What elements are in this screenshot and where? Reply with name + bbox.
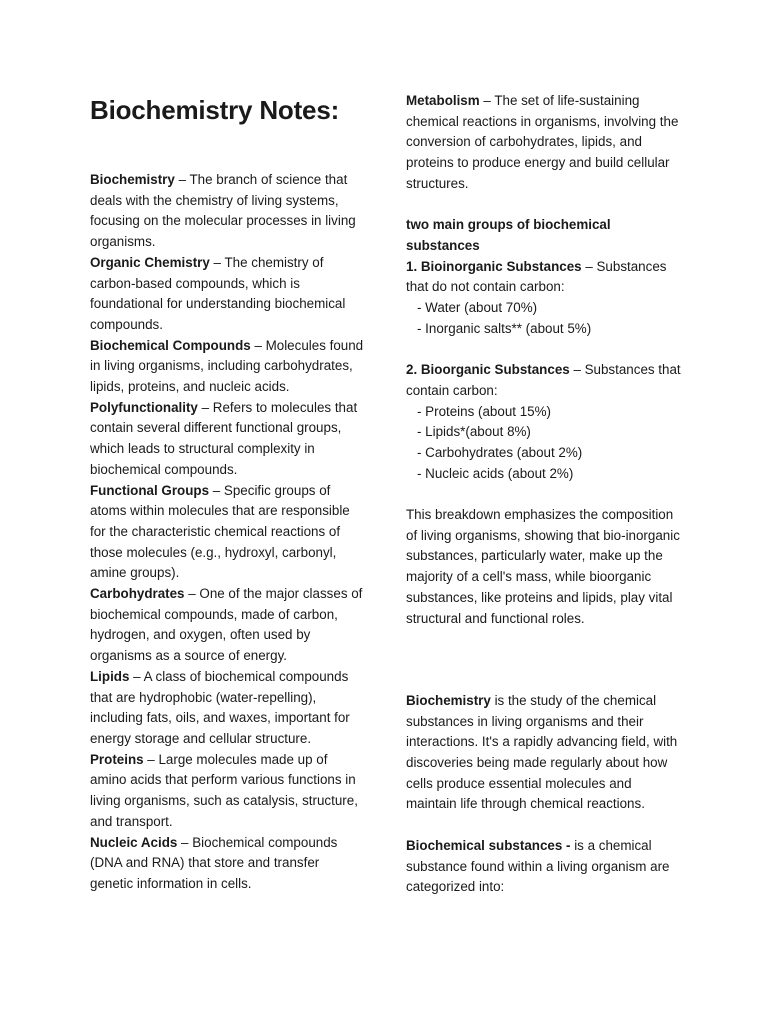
- group1-definition: [406, 257, 684, 298]
- substances-paragraph: [406, 836, 684, 898]
- term: Organic Chemistry: [90, 254, 210, 270]
- description: – The branch of science that deals with the chemistry of living systems, focusing on the molecular processes in living organisms.: [90, 172, 356, 250]
- groups-heading: two main groups of biochemical substances: [406, 217, 611, 253]
- definition-carbohydrates: [90, 584, 365, 667]
- definition-biochemical-compounds: [90, 336, 365, 398]
- term: Biochemistry: [90, 172, 175, 187]
- term: Biochemistry: [406, 692, 491, 708]
- description: – One of the major classes of biochemical compounds, made of carbon, hydrogen, and oxygen, often used by organisms as a source of energy.: [90, 586, 363, 664]
- breakdown-paragraph: This breakdown emphasizes the composition of living organisms, showing that bio-inorganic substances, particularly water, make up the majority of a cell's mass, while bioorganic substances, like proteins and lipids, play vital structural and functional roles.: [406, 507, 680, 626]
- term: 2. Bioorganic Substances: [406, 362, 570, 378]
- study-paragraph: [406, 691, 684, 815]
- definition-organic-chemistry: [90, 253, 365, 336]
- term: Biochemical Compounds: [90, 337, 251, 353]
- term: Proteins: [90, 751, 144, 767]
- definition-polyfunctionality: [90, 398, 365, 481]
- list-item: - Water (about 70%): [417, 300, 538, 316]
- group2-list: [406, 402, 684, 485]
- term: Functional Groups: [90, 482, 210, 498]
- notes-column: [406, 91, 684, 898]
- description: – The chemistry of carbon-based compounds, which is foundational for understanding biochemical compounds.: [90, 254, 346, 332]
- description: – Specific groups of atoms within molecules that are responsible for the characteristic chemical reactions of those molecules (e.g., hydroxyl, carbonyl, amine groups).: [90, 482, 350, 581]
- group2-definition: [406, 360, 684, 401]
- list-item: - Carbohydrates (about 2%): [417, 444, 583, 460]
- term: Carbohydrates: [90, 586, 185, 602]
- description: – Large molecules made up of amino acids that perform various functions in living organisms, such as catalysis, structure, and transport.: [90, 751, 358, 829]
- metabolism-definition: [406, 91, 684, 195]
- list-item: - Proteins (about 15%): [417, 403, 551, 419]
- term: Metabolism: [406, 93, 480, 108]
- term: Biochemical substances -: [406, 837, 571, 853]
- description: – Substances that contain carbon:: [406, 362, 681, 398]
- term: 1. Bioinorganic Substances: [406, 258, 582, 274]
- description: – Molecules found in living organisms, including carbohydrates, lipids, proteins, and nucleic acids.: [90, 337, 364, 395]
- definitions-column: [90, 170, 365, 895]
- term: Lipids: [90, 668, 130, 684]
- description: – Substances that do not contain carbon:: [406, 258, 667, 295]
- description: – The set of life-sustaining chemical reactions in organisms, involving the conversion of carbohydrates, lipids, and proteins to produce energy and build cellular structures.: [406, 93, 679, 191]
- group1-list: [406, 298, 684, 339]
- definition-nucleic-acids: [90, 833, 365, 895]
- description: – Biochemical compounds (DNA and RNA) that store and transfer genetic information in cells.: [90, 834, 338, 891]
- term: Nucleic Acids: [90, 834, 178, 850]
- definition-functional-groups: [90, 481, 365, 585]
- page-title: Biochemistry Notes:: [90, 95, 340, 125]
- term: Polyfunctionality: [90, 399, 198, 415]
- description: – Refers to molecules that contain several different functional groups, which leads to structural complexity in biochemical compounds.: [90, 399, 358, 477]
- description: – A class of biochemical compounds that are hydrophobic (water-repelling), including fats, oils, and waxes, important for energy storage and cellular structure.: [90, 668, 350, 746]
- definition-proteins: [90, 750, 365, 833]
- list-item: - Nucleic acids (about 2%): [417, 465, 574, 481]
- list-item: - Lipids*(about 8%): [417, 424, 531, 440]
- definition-lipids: [90, 667, 365, 750]
- definition-biochemistry: [90, 170, 365, 253]
- description: is a chemical substance found within a living organism are categorized into:: [406, 837, 670, 895]
- list-item: - Inorganic salts** (about 5%): [417, 320, 592, 336]
- description: is the study of the chemical substances in living organisms and their interactions. It's a rapidly advancing field, with discoveries being made regularly about how cells produce essential molecules and maintain life through chemical reactions.: [406, 692, 678, 812]
